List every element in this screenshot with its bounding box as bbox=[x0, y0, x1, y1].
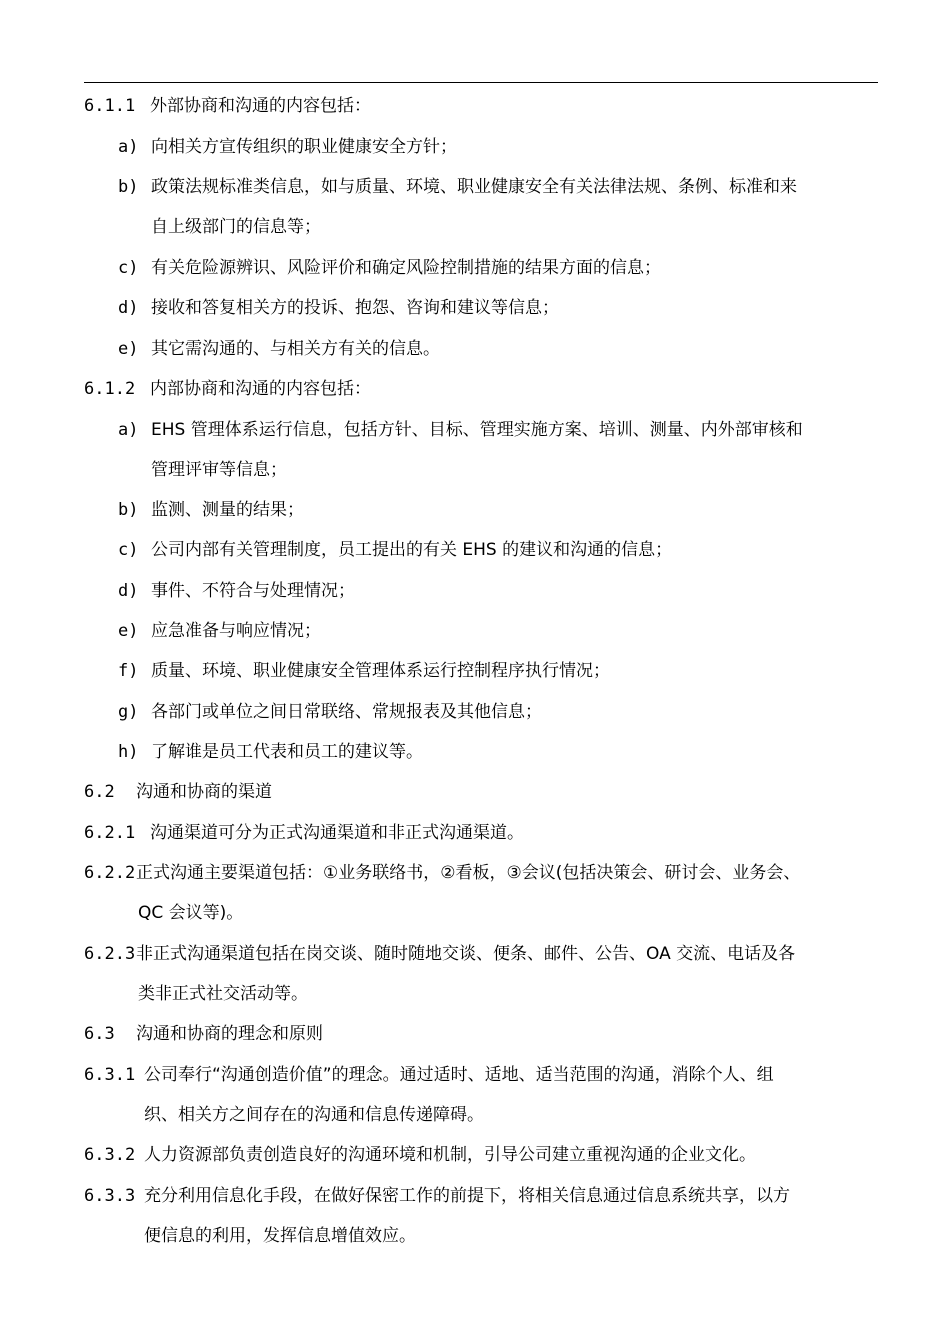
paragraph-text: 正式沟通主要渠道包括：①业务联络书，②看板，③会议(包括决策会、研讨会、业务会、 bbox=[136, 863, 801, 883]
list-text: 向相关方宣传组织的职业健康安全方针； bbox=[151, 137, 457, 157]
section-title: 沟通和协商的渠道 bbox=[136, 782, 272, 802]
list-item bbox=[118, 418, 803, 442]
list-item bbox=[118, 619, 321, 643]
list-item bbox=[118, 175, 797, 199]
paragraph-6-3-3 bbox=[84, 1184, 790, 1208]
list-item bbox=[118, 538, 673, 562]
section-number: 6.2.3 bbox=[84, 944, 136, 964]
section-heading-6-3 bbox=[84, 1022, 323, 1046]
paragraph-continuation: 便信息的利用，发挥信息增值效应。 bbox=[144, 1226, 416, 1246]
list-label: f) bbox=[118, 661, 139, 681]
list-item bbox=[118, 337, 440, 361]
list-label: c) bbox=[118, 540, 139, 560]
paragraph-continuation: 织、相关方之间存在的沟通和信息传递障碍。 bbox=[144, 1105, 484, 1125]
section-number: 6.1.1 bbox=[84, 96, 136, 116]
list-label: e) bbox=[118, 339, 139, 359]
paragraph-continuation: QC 会议等)。 bbox=[138, 903, 244, 923]
paragraph-6-2-3 bbox=[84, 942, 796, 966]
section-number: 6.3.1 bbox=[84, 1065, 136, 1085]
section-heading-6-1-2 bbox=[84, 377, 371, 401]
list-label: a) bbox=[118, 420, 139, 440]
section-title: 外部协商和沟通的内容包括： bbox=[150, 96, 371, 116]
section-number: 6.3.3 bbox=[84, 1186, 136, 1206]
list-item bbox=[118, 498, 304, 522]
list-text: 事件、不符合与处理情况； bbox=[151, 581, 355, 601]
list-text: 监测、测量的结果； bbox=[151, 500, 304, 520]
paragraph-text: 人力资源部负责创造良好的沟通环境和机制，引导公司建立重视沟通的企业文化。 bbox=[144, 1145, 756, 1165]
list-text: 接收和答复相关方的投诉、抱怨、咨询和建议等信息； bbox=[151, 298, 559, 318]
list-item bbox=[118, 296, 559, 320]
list-text: 公司内部有关管理制度，员工提出的有关 EHS 的建议和沟通的信息； bbox=[151, 540, 673, 560]
list-text: 应急准备与响应情况； bbox=[151, 621, 321, 641]
list-item bbox=[118, 740, 423, 764]
list-text: 其它需沟通的、与相关方有关的信息。 bbox=[151, 339, 440, 359]
header-rule bbox=[84, 82, 878, 83]
section-heading-6-1-1 bbox=[84, 94, 371, 118]
section-number: 6.3 bbox=[84, 1024, 115, 1044]
list-label: c) bbox=[118, 258, 139, 278]
list-label: d) bbox=[118, 298, 139, 318]
list-text-continuation: 管理评审等信息； bbox=[151, 460, 287, 480]
list-label: e) bbox=[118, 621, 139, 641]
paragraph-text: 沟通渠道可分为正式沟通渠道和非正式沟通渠道。 bbox=[150, 823, 524, 843]
paragraph-6-2-2 bbox=[84, 861, 801, 885]
list-text: 了解谁是员工代表和员工的建议等。 bbox=[151, 742, 423, 762]
section-number: 6.3.2 bbox=[84, 1145, 136, 1165]
list-label: b) bbox=[118, 177, 139, 197]
paragraph-6-3-1 bbox=[84, 1063, 774, 1087]
paragraph-6-3-2 bbox=[84, 1143, 756, 1167]
list-text: EHS 管理体系运行信息，包括方针、目标、管理实施方案、培训、测量、内外部审核和 bbox=[151, 420, 803, 440]
section-heading-6-2 bbox=[84, 780, 272, 804]
list-item bbox=[118, 256, 661, 280]
list-item bbox=[118, 700, 542, 724]
list-label: g) bbox=[118, 702, 139, 722]
section-title: 内部协商和沟通的内容包括： bbox=[150, 379, 371, 399]
list-item bbox=[118, 659, 610, 683]
section-title: 沟通和协商的理念和原则 bbox=[136, 1024, 323, 1044]
list-item bbox=[118, 135, 457, 159]
paragraph-text: 公司奉行“沟通创造价值”的理念。通过适时、适地、适当范围的沟通，消除个人、组 bbox=[144, 1065, 774, 1085]
paragraph-continuation: 类非正式社交活动等。 bbox=[138, 984, 308, 1004]
list-label: h) bbox=[118, 742, 139, 762]
list-text: 政策法规标准类信息，如与质量、环境、职业健康安全有关法律法规、条例、标准和来 bbox=[151, 177, 797, 197]
section-number: 6.2.2 bbox=[84, 863, 136, 883]
paragraph-text: 充分利用信息化手段，在做好保密工作的前提下，将相关信息通过信息系统共享，以方 bbox=[144, 1186, 790, 1206]
list-item bbox=[118, 579, 355, 603]
list-label: b) bbox=[118, 500, 139, 520]
list-text: 各部门或单位之间日常联络、常规报表及其他信息； bbox=[151, 702, 542, 722]
paragraph-6-2-1 bbox=[84, 821, 524, 845]
paragraph-text: 非正式沟通渠道包括在岗交谈、随时随地交谈、便条、邮件、公告、OA 交流、电话及各 bbox=[136, 944, 796, 964]
section-number: 6.2 bbox=[84, 782, 115, 802]
list-text: 有关危险源辨识、风险评价和确定风险控制措施的结果方面的信息； bbox=[151, 258, 661, 278]
section-number: 6.2.1 bbox=[84, 823, 136, 843]
section-number: 6.1.2 bbox=[84, 379, 136, 399]
list-label: a) bbox=[118, 137, 139, 157]
list-text: 质量、环境、职业健康安全管理体系运行控制程序执行情况； bbox=[151, 661, 610, 681]
list-text-continuation: 自上级部门的信息等； bbox=[151, 217, 321, 237]
list-label: d) bbox=[118, 581, 139, 601]
